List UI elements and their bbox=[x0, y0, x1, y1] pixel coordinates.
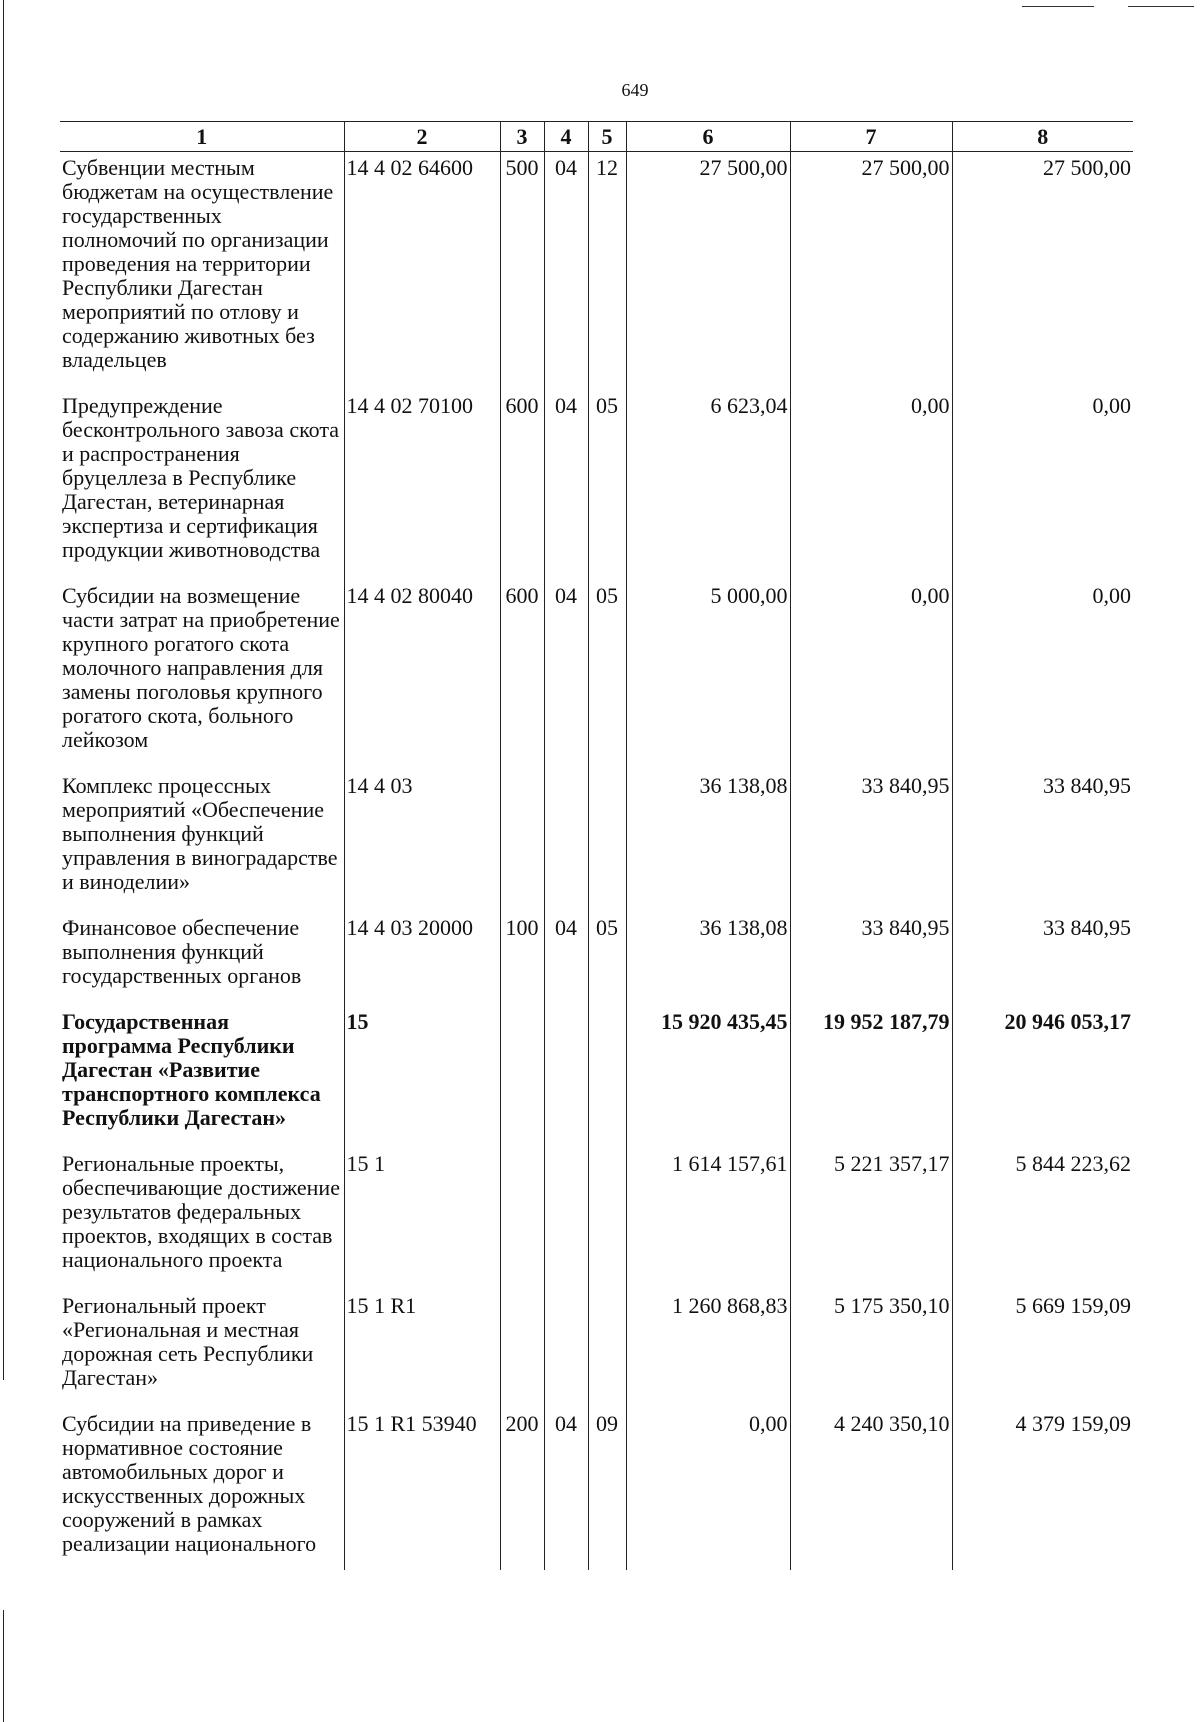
row-amount-col6: 36 138,08 bbox=[626, 912, 790, 1006]
row-description: Региональные проекты, обеспечивающие достижение результатов федеральных проектов, входящих в состав национального проекта bbox=[62, 1151, 340, 1272]
table-row bbox=[60, 152, 1133, 391]
row-description: Субсидии на приведение в нормативное состояние автомобильных дорог и искусственных дорожных сооружений в рамках реализации национального bbox=[62, 1411, 317, 1556]
row-amount-col6: 1 260 868,83 bbox=[626, 1290, 790, 1408]
row-description: Государственная программа Республики Дагестан «Развитие транспортного комплекса Республики Дагестан» bbox=[62, 1009, 321, 1130]
row-expense-type: 600 bbox=[500, 390, 544, 580]
row-target-code: 15 1 R1 53940 bbox=[344, 1408, 500, 1570]
row-description: Предупреждение бесконтрольного завоза скота и распространения бруцеллеза в Республике Дагестан, ветеринарная экспертиза и сертификация продукции животноводства bbox=[62, 393, 340, 562]
row-expense-type bbox=[500, 770, 544, 912]
row-subsection: 05 bbox=[588, 390, 626, 580]
row-target-code: 15 1 R1 bbox=[344, 1290, 500, 1408]
row-description: Финансовое обеспечение выполнения функций государственных органов bbox=[62, 915, 302, 988]
row-section: 04 bbox=[544, 390, 588, 580]
column-header: 1 bbox=[60, 122, 344, 152]
row-expense-type bbox=[500, 1290, 544, 1408]
row-amount-col6: 5 000,00 bbox=[626, 580, 790, 770]
row-amount-col7: 0,00 bbox=[790, 390, 952, 580]
row-amount-col8: 33 840,95 bbox=[952, 912, 1133, 1006]
page-number: 649 bbox=[621, 80, 649, 100]
row-amount-col6: 15 920 435,45 bbox=[626, 1006, 790, 1148]
row-target-code: 14 4 02 80040 bbox=[344, 580, 500, 770]
row-section: 04 bbox=[544, 152, 588, 391]
row-subsection bbox=[588, 770, 626, 912]
row-amount-col7: 5 221 357,17 bbox=[790, 1148, 952, 1290]
row-amount-col6: 36 138,08 bbox=[626, 770, 790, 912]
row-amount-col6: 27 500,00 bbox=[626, 152, 790, 391]
row-target-code: 14 4 03 20000 bbox=[344, 912, 500, 1006]
row-amount-col6: 0,00 bbox=[626, 1408, 790, 1570]
row-expense-type: 100 bbox=[500, 912, 544, 1006]
row-expense-type bbox=[500, 1148, 544, 1290]
row-section bbox=[544, 1290, 588, 1408]
row-section: 04 bbox=[544, 912, 588, 1006]
row-amount-col6: 6 623,04 bbox=[626, 390, 790, 580]
row-target-code: 14 4 03 bbox=[344, 770, 500, 912]
row-description: Субсидии на возмещение части затрат на приобретение крупного рогатого скота молочного направления для замены поголовья крупного рогатого скота, больного лейкозом bbox=[62, 583, 340, 752]
column-header: 4 bbox=[544, 122, 588, 152]
row-expense-type: 600 bbox=[500, 580, 544, 770]
column-header: 3 bbox=[500, 122, 544, 152]
row-description: Региональный проект «Региональная и местная дорожная сеть Республики Дагестан» bbox=[62, 1293, 314, 1390]
top-dash-left bbox=[1022, 6, 1094, 7]
column-header: 7 bbox=[790, 122, 952, 152]
row-section: 04 bbox=[544, 1408, 588, 1570]
row-subsection bbox=[588, 1290, 626, 1408]
table-header-row bbox=[60, 122, 1133, 152]
row-amount-col8: 4 379 159,09 bbox=[952, 1408, 1133, 1570]
column-header: 5 bbox=[588, 122, 626, 152]
table-row bbox=[60, 1290, 1133, 1408]
row-description: Комплекс процессных мероприятий «Обеспечение выполнения функций управления в виноградарстве и виноделии» bbox=[62, 773, 338, 894]
row-amount-col7: 5 175 350,10 bbox=[790, 1290, 952, 1408]
row-amount-col8: 20 946 053,17 bbox=[952, 1006, 1133, 1148]
row-subsection: 09 bbox=[588, 1408, 626, 1570]
column-header: 6 bbox=[626, 122, 790, 152]
row-amount-col7: 19 952 187,79 bbox=[790, 1006, 952, 1148]
row-amount-col8: 0,00 bbox=[952, 390, 1133, 580]
row-amount-col8: 27 500,00 bbox=[952, 152, 1133, 391]
row-expense-type: 200 bbox=[500, 1408, 544, 1570]
row-subsection: 05 bbox=[588, 912, 626, 1006]
table-row bbox=[60, 580, 1133, 770]
row-section: 04 bbox=[544, 580, 588, 770]
row-subsection: 12 bbox=[588, 152, 626, 391]
row-section bbox=[544, 1148, 588, 1290]
row-subsection bbox=[588, 1148, 626, 1290]
table-row bbox=[60, 390, 1133, 580]
budget-table bbox=[60, 121, 1133, 1570]
table-row bbox=[60, 912, 1133, 1006]
row-target-code: 15 bbox=[344, 1006, 500, 1148]
row-subsection bbox=[588, 1006, 626, 1148]
row-expense-type: 500 bbox=[500, 152, 544, 391]
row-section bbox=[544, 770, 588, 912]
table-row bbox=[60, 1408, 1133, 1570]
row-description: Субвенции местным бюджетам на осуществление государственных полномочий по организации проведения на территории Республики Дагестан мероприятий по отлову и содержанию животных без владельцев bbox=[62, 155, 334, 372]
row-amount-col7: 33 840,95 bbox=[790, 912, 952, 1006]
row-amount-col7: 33 840,95 bbox=[790, 770, 952, 912]
left-margin-rule-bottom bbox=[3, 1610, 4, 1722]
row-amount-col6: 1 614 157,61 bbox=[626, 1148, 790, 1290]
column-header: 8 bbox=[952, 122, 1133, 152]
table-row bbox=[60, 1006, 1133, 1148]
top-dash-right bbox=[1128, 6, 1194, 7]
row-amount-col7: 27 500,00 bbox=[790, 152, 952, 391]
row-section bbox=[544, 1006, 588, 1148]
row-amount-col8: 5 844 223,62 bbox=[952, 1148, 1133, 1290]
table-row bbox=[60, 770, 1133, 912]
row-subsection: 05 bbox=[588, 580, 626, 770]
table-body bbox=[60, 152, 1133, 1571]
row-target-code: 14 4 02 64600 bbox=[344, 152, 500, 391]
row-target-code: 15 1 bbox=[344, 1148, 500, 1290]
column-header: 2 bbox=[344, 122, 500, 152]
row-expense-type bbox=[500, 1006, 544, 1148]
row-amount-col8: 33 840,95 bbox=[952, 770, 1133, 912]
table-row bbox=[60, 1148, 1133, 1290]
row-amount-col7: 4 240 350,10 bbox=[790, 1408, 952, 1570]
left-margin-rule bbox=[3, 0, 4, 1380]
row-target-code: 14 4 02 70100 bbox=[344, 390, 500, 580]
row-amount-col7: 0,00 bbox=[790, 580, 952, 770]
row-amount-col8: 5 669 159,09 bbox=[952, 1290, 1133, 1408]
row-amount-col8: 0,00 bbox=[952, 580, 1133, 770]
